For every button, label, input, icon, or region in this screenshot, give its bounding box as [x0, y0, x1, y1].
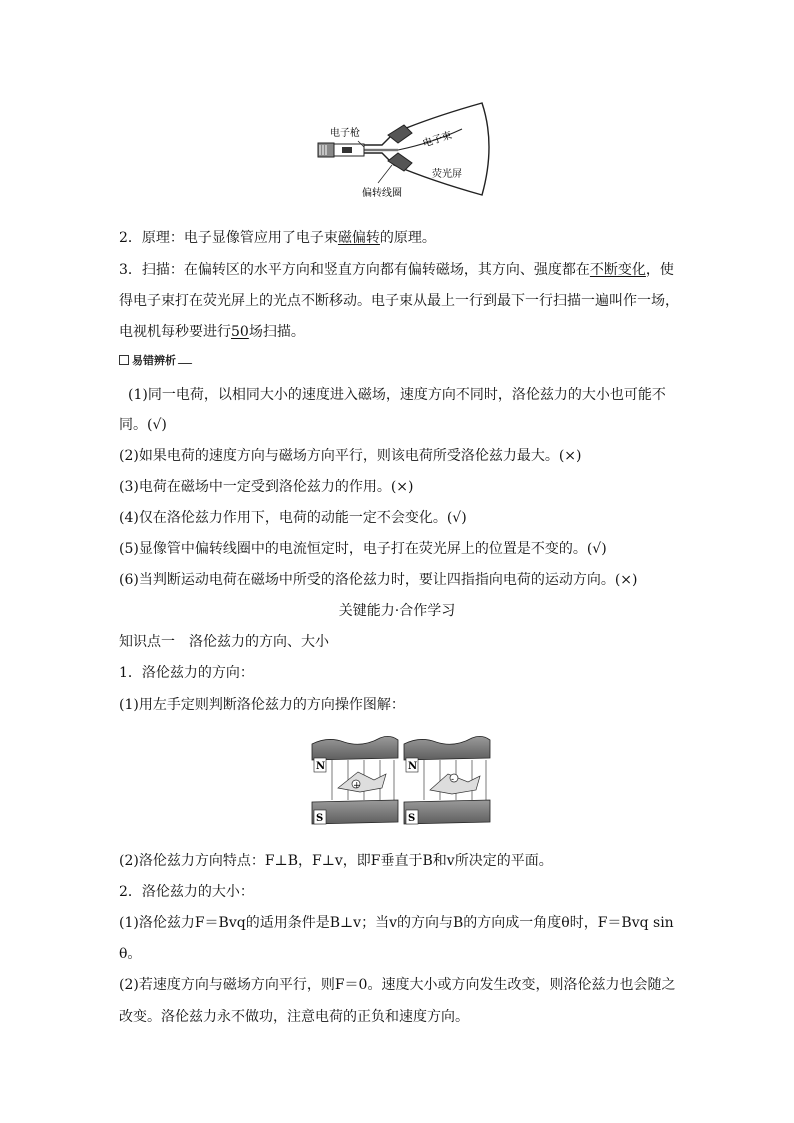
magnitude-item-2-cont: 改变。洛伦兹力永不做功，注意电荷的正负和速度方向。: [119, 1009, 469, 1025]
tag-tail-icon: [178, 363, 193, 364]
direction-heading: 1．洛伦兹力的方向：: [119, 665, 254, 681]
label-electron-beam: 电子束: [421, 130, 454, 150]
label-electron-gun: 电子枪: [330, 128, 360, 139]
error-item-4: (4)仅在洛伦兹力作用下，电荷的动能一定不会变化。(√): [119, 510, 467, 526]
principle-line: 2．原理：电子显像管应用了电子束磁偏转的原理。: [119, 230, 436, 246]
tag-box-icon: [119, 355, 129, 365]
label-fluorescent-screen: 荧光屏: [432, 169, 462, 180]
magnitude-item-1-cont: θ。: [119, 946, 142, 962]
direction-item-1: (1)用左手定则判断洛伦兹力的方向操作图解：: [119, 697, 405, 713]
scan-line-3: 电视机每秒要进行50场扫描。: [119, 324, 305, 340]
error-item-2: (2)如果电荷的速度方向与磁场方向平行，则该电荷所受洛伦兹力最大。(×): [119, 448, 582, 464]
label-deflection-coil: 偏转线圈: [362, 188, 402, 199]
error-item-1-cont: 同。(√): [119, 417, 167, 433]
right-pole-s: S: [408, 813, 416, 824]
direction-item-2: (2)洛伦兹力方向特点：F⊥B，F⊥v，即F垂直于B和v所决定的平面。: [119, 853, 553, 869]
magnitude-heading: 2．洛伦兹力的大小：: [119, 884, 254, 900]
error-item-6: (6)当判断运动电荷在磁场中所受的洛伦兹力时，要让四指指向电荷的运动方向。(×): [119, 572, 638, 588]
right-pole-n: N: [408, 761, 418, 772]
magnitude-item-2: (2)若速度方向与磁场方向平行，则F＝0。速度大小或方向发生改变，则洛伦兹力也会随之: [119, 977, 676, 993]
knowledge-point-title: 知识点一 洛伦兹力的方向、大小: [119, 634, 329, 650]
error-item-5: (5)显像管中偏转线圈中的电流恒定时，电子打在荧光屏上的位置是不变的。(√): [119, 541, 607, 557]
section-heading: 关键能力·合作学习: [338, 603, 456, 619]
left-pole-s: S: [316, 813, 324, 824]
crt-diagram: [312, 95, 502, 205]
error-item-1: (1)同一电荷，以相同大小的速度进入磁场，速度方向不同时，洛伦兹力的大小也可能不: [128, 387, 666, 403]
error-item-3: (3)电荷在磁场中一定受到洛伦兹力的作用。(×): [119, 479, 414, 495]
left-hand-rule-diagram: [308, 730, 494, 830]
right-charge-negative: -: [451, 775, 455, 785]
left-pole-n: N: [316, 761, 326, 772]
scan-line-2: 得电子束打在荧光屏上的光点不断移动。电子束从最上一行到最下一行扫描一遍叫作一场，: [119, 293, 679, 309]
magnitude-item-1: (1)洛伦兹力F＝Bvq的适用条件是B⊥v；当v的方向与B的方向成一角度θ时，F＝Bvq sin: [119, 915, 674, 931]
left-charge-positive: +: [353, 781, 361, 791]
scan-line-1: 3．扫描：在偏转区的水平方向和竖直方向都有偏转磁场，其方向、强度都在不断变化，使: [119, 262, 674, 278]
error-analysis-tag: 易错辨析: [119, 352, 192, 368]
